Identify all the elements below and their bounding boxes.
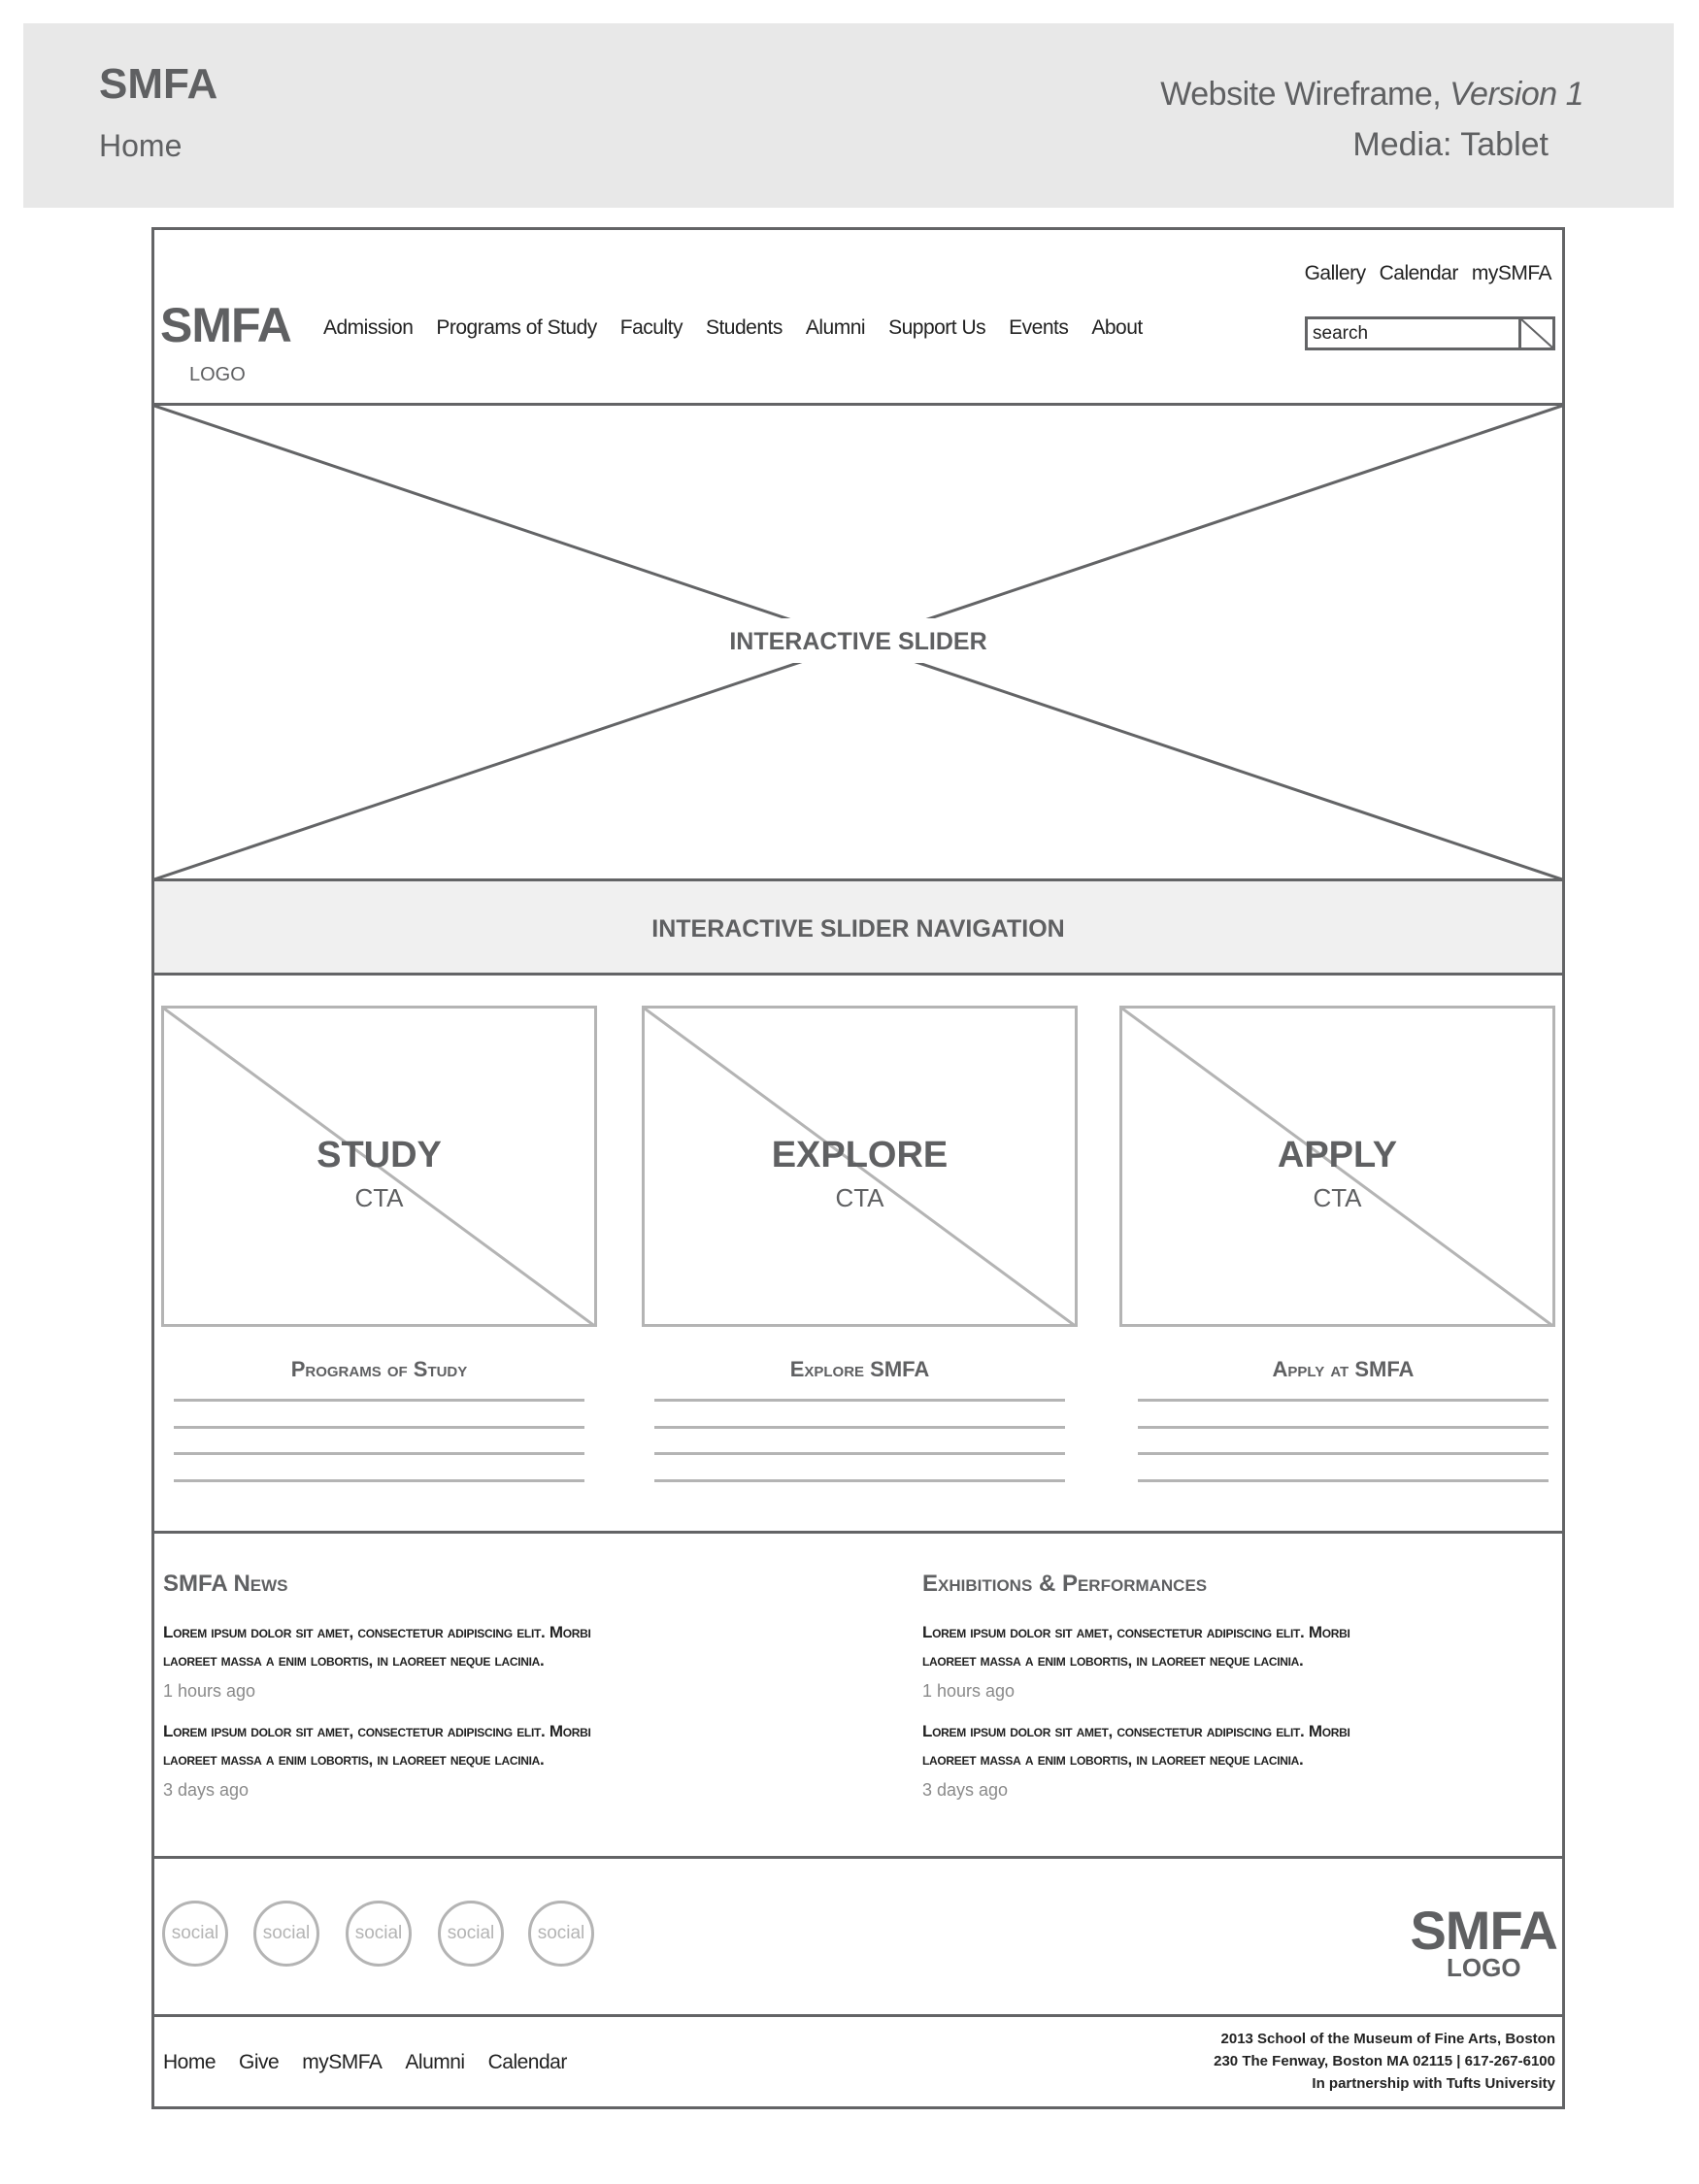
wireframe-text: Website Wireframe, [1160, 76, 1450, 113]
text-placeholder-line [174, 1399, 584, 1402]
text-placeholder-line [174, 1452, 584, 1455]
footer-links [163, 2051, 567, 2074]
exhibition-item[interactable] [922, 1717, 1582, 1773]
doc-page-name: Home [99, 128, 183, 163]
news-time: 3 days ago [163, 1780, 250, 1800]
card-title: APPLY [1277, 1135, 1398, 1175]
link-mysmfa[interactable]: mySMFA [1471, 262, 1551, 284]
text-placeholder-line [1138, 1452, 1549, 1455]
card-apply[interactable] [1119, 1006, 1555, 1327]
nav-alumni[interactable]: Alumni [805, 316, 866, 339]
social-icon[interactable]: social [162, 1901, 228, 1967]
footer-link-calendar[interactable]: Calendar [487, 2051, 567, 2073]
wireframe-label [1160, 76, 1583, 114]
news-item[interactable] [163, 1618, 823, 1674]
footer-logo-caption: LOGO [1447, 1953, 1521, 1982]
text-placeholder-line [654, 1399, 1065, 1402]
logo-caption: LOGO [189, 364, 246, 385]
text-placeholder-line [1138, 1399, 1549, 1402]
media-label: Media: Tablet [1352, 126, 1549, 163]
nav-support-us[interactable]: Support Us [888, 316, 986, 339]
utility-links [1305, 262, 1551, 285]
exhibition-text: laoreet massa a enim lobortis, in laoreet neque lacinia. [922, 1750, 1304, 1769]
footer-link-home[interactable]: Home [163, 2051, 217, 2073]
card-caption[interactable]: Apply at SMFA [1272, 1357, 1415, 1381]
search-box [1305, 316, 1555, 350]
text-placeholder-line [1138, 1479, 1549, 1482]
footer-link-mysmfa[interactable]: mySMFA [302, 2051, 383, 2073]
text-placeholder-line [654, 1479, 1065, 1482]
nav-admission[interactable]: Admission [323, 316, 414, 339]
link-calendar[interactable]: Calendar [1379, 262, 1458, 284]
news-item[interactable] [163, 1717, 823, 1773]
nav-faculty[interactable]: Faculty [619, 316, 683, 339]
footer-link-alumni[interactable]: Alumni [405, 2051, 465, 2073]
card-cta: CTA [1313, 1183, 1362, 1212]
link-gallery[interactable]: Gallery [1304, 262, 1366, 284]
search-input[interactable]: search [1313, 323, 1369, 344]
exhibition-item[interactable] [922, 1618, 1582, 1674]
footer-partnership: In partnership with Tufts University [1312, 2075, 1555, 2092]
exhibition-time: 1 hours ago [922, 1681, 1016, 1701]
doc-title: SMFA [99, 60, 218, 108]
exhibition-text: laoreet massa a enim lobortis, in laoreet neque lacinia. [922, 1651, 1304, 1670]
search-button-icon[interactable] [1518, 319, 1552, 347]
footer-info [1214, 2028, 1555, 2095]
site-logo[interactable]: SMFA [160, 298, 291, 352]
main-nav [323, 316, 1143, 340]
news-heading: SMFA News [163, 1571, 288, 1597]
card-cta: CTA [835, 1183, 884, 1212]
social-icon[interactable]: social [253, 1901, 319, 1967]
text-placeholder-line [174, 1426, 584, 1429]
exhibition-text: Lorem ipsum dolor sit amet, consectetur adipiscing elit. Morbi [922, 1722, 1350, 1740]
footer-address: 230 The Fenway, Boston MA 02115 | 617-267-6100 [1214, 2053, 1555, 2069]
nav-about[interactable]: About [1091, 316, 1143, 339]
social-icon[interactable]: social [346, 1901, 412, 1967]
social-icon[interactable]: social [438, 1901, 504, 1967]
news-text: laoreet massa a enim lobortis, in laoreet neque lacinia. [163, 1750, 545, 1769]
text-placeholder-line [1138, 1426, 1549, 1429]
text-placeholder-line [654, 1452, 1065, 1455]
card-cta: CTA [354, 1183, 404, 1212]
news-text: Lorem ipsum dolor sit amet, consectetur adipiscing elit. Morbi [163, 1722, 591, 1740]
card-caption[interactable]: Explore SMFA [789, 1357, 930, 1381]
news-time: 1 hours ago [163, 1681, 256, 1701]
footer-link-give[interactable]: Give [239, 2051, 280, 2073]
exhibitions-heading: Exhibitions & Performances [922, 1571, 1208, 1597]
nav-students[interactable]: Students [705, 316, 783, 339]
nav-events[interactable]: Events [1009, 316, 1069, 339]
card-title: EXPLORE [771, 1135, 949, 1175]
news-text: Lorem ipsum dolor sit amet, consectetur adipiscing elit. Morbi [163, 1623, 591, 1641]
nav-programs-of-study[interactable]: Programs of Study [436, 316, 597, 339]
card-caption[interactable]: Programs of Study [290, 1357, 468, 1381]
footer-copyright: 2013 School of the Museum of Fine Arts, Boston [1220, 2031, 1555, 2047]
news-text: laoreet massa a enim lobortis, in laoreet neque lacinia. [163, 1651, 545, 1670]
exhibition-text: Lorem ipsum dolor sit amet, consectetur adipiscing elit. Morbi [922, 1623, 1350, 1641]
footer-logo[interactable]: SMFA [1410, 1900, 1557, 1961]
slider-nav-label: INTERACTIVE SLIDER NAVIGATION [651, 915, 1065, 943]
card-title: STUDY [316, 1135, 442, 1175]
version-text: Version 1 [1449, 76, 1583, 113]
text-placeholder-line [174, 1479, 584, 1482]
text-placeholder-line [654, 1426, 1065, 1429]
document-header [23, 23, 1674, 208]
exhibition-time: 3 days ago [922, 1780, 1009, 1800]
card-study[interactable] [161, 1006, 597, 1327]
card-explore[interactable] [642, 1006, 1078, 1327]
social-icon[interactable]: social [528, 1901, 594, 1967]
slider-label: INTERACTIVE SLIDER [729, 628, 987, 655]
